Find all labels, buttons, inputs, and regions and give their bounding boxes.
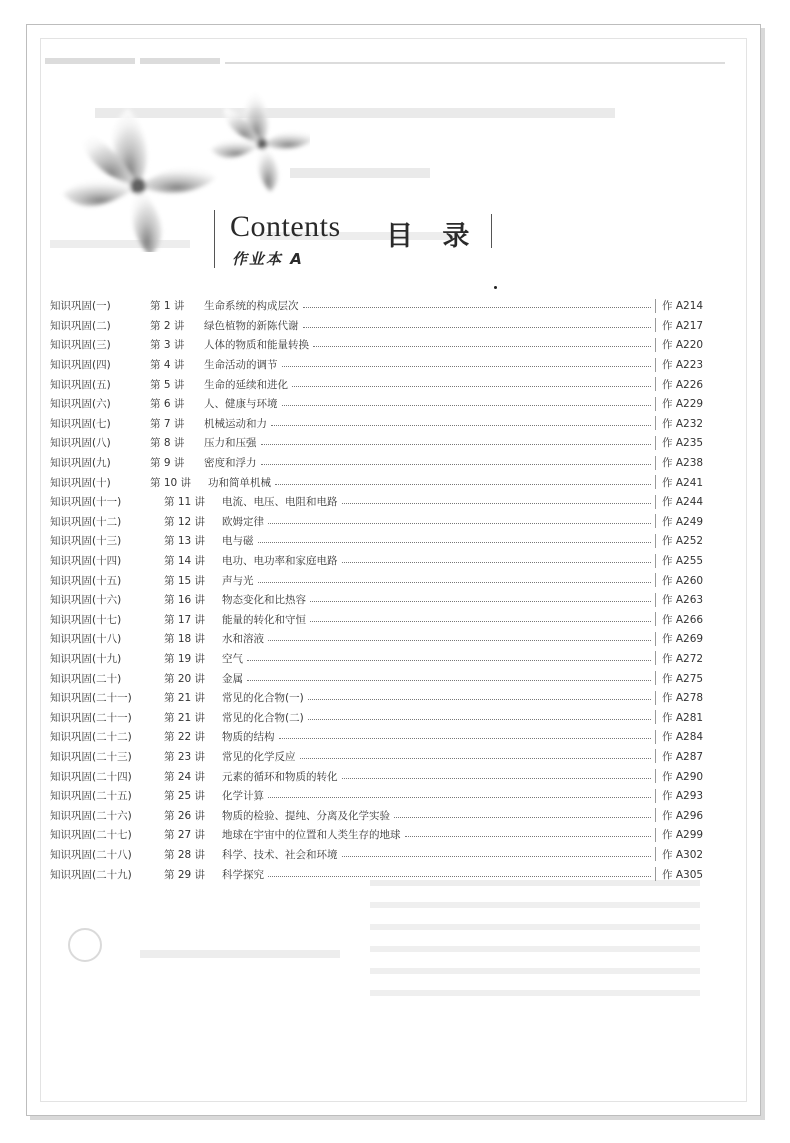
toc-lecture: 第 7 讲	[150, 417, 185, 430]
toc-section: 知识巩固(二十七)	[50, 829, 132, 842]
toc-lecture: 第 8 讲	[150, 437, 185, 450]
toc-lecture: 第 21 讲	[164, 692, 206, 705]
toc-section: 知识巩固(二十五)	[50, 790, 132, 803]
toc-dot-leader	[342, 778, 652, 779]
toc-page-number: 作 A287	[662, 750, 704, 763]
toc-separator	[655, 808, 656, 822]
toc-dot-leader	[308, 719, 651, 720]
toc-lecture: 第 5 讲	[150, 378, 185, 391]
toc-separator	[655, 671, 656, 685]
toc-dot-leader	[292, 386, 651, 387]
toc-topic: 生命的延续和进化	[204, 378, 288, 391]
toc-page-number: 作 A266	[662, 613, 704, 626]
toc-lecture: 第 26 讲	[164, 809, 206, 822]
toc-dot-leader	[394, 817, 651, 818]
toc-entry[interactable]	[50, 414, 710, 434]
toc-section: 知识巩固(二十)	[50, 672, 122, 685]
toc-section: 知识巩固(一)	[50, 300, 111, 313]
toc-dot-leader	[279, 738, 652, 739]
toc-separator	[655, 514, 656, 528]
toc-topic: 电流、电压、电阻和电路	[222, 496, 338, 509]
title-english: Contents	[230, 210, 341, 243]
toc-separator	[655, 730, 656, 744]
contents-heading	[214, 210, 504, 270]
toc-entry[interactable]	[50, 649, 710, 669]
toc-entry[interactable]	[50, 805, 710, 825]
toc-dot-leader	[282, 366, 652, 367]
toc-topic: 压力和压强	[204, 437, 257, 450]
toc-topic: 地球在宇宙中的位置和人类生存的地球	[222, 829, 401, 842]
toc-lecture: 第 14 讲	[164, 555, 206, 568]
toc-section: 知识巩固(十五)	[50, 574, 122, 587]
toc-lecture: 第 20 讲	[164, 672, 206, 685]
toc-topic: 科学、技术、社会和环境	[222, 848, 338, 861]
toc-separator	[655, 749, 656, 763]
toc-entry[interactable]	[50, 845, 710, 865]
toc-separator	[655, 495, 656, 509]
toc-topic: 常见的化合物(一)	[222, 692, 304, 705]
toc-separator	[655, 651, 656, 665]
toc-dot-leader	[310, 621, 651, 622]
toc-dot-leader	[261, 464, 652, 465]
toc-topic: 常见的化学反应	[222, 750, 296, 763]
toc-lecture: 第 18 讲	[164, 633, 206, 646]
toc-page-number: 作 A238	[662, 457, 704, 470]
toc-topic: 科学探究	[222, 868, 264, 881]
toc-topic: 机械运动和力	[204, 417, 267, 430]
toc-separator	[655, 436, 656, 450]
toc-topic: 物态变化和比热容	[222, 594, 306, 607]
toc-lecture: 第 15 讲	[164, 574, 206, 587]
toc-entry[interactable]	[50, 296, 710, 316]
toc-separator	[655, 867, 656, 881]
title-chinese: 目 录	[386, 221, 480, 252]
toc-page-number: 作 A244	[662, 496, 704, 509]
toc-entry[interactable]	[50, 453, 710, 473]
toc-topic: 常见的化合物(二)	[222, 711, 304, 724]
toc-topic: 物质的检验、提纯、分离及化学实验	[222, 809, 390, 822]
toc-lecture: 第 10 讲	[150, 476, 192, 489]
toc-dot-leader	[271, 425, 651, 426]
toc-page-number: 作 A223	[662, 359, 704, 372]
toc-topic: 绿色植物的新陈代谢	[204, 319, 299, 332]
toc-dot-leader	[275, 484, 651, 485]
toc-page-number: 作 A217	[662, 319, 704, 332]
toc-topic: 声与光	[222, 574, 254, 587]
toc-section: 知识巩固(十七)	[50, 613, 122, 626]
toc-page-number: 作 A278	[662, 692, 704, 705]
toc-dot-leader	[300, 758, 652, 759]
toc-page-number: 作 A281	[662, 711, 704, 724]
toc-entry[interactable]	[50, 688, 710, 708]
toc-dot-leader	[308, 699, 651, 700]
toc-section: 知识巩固(二十六)	[50, 809, 132, 822]
toc-lecture: 第 23 讲	[164, 750, 206, 763]
toc-section: 知识巩固(八)	[50, 437, 111, 450]
toc-page-number: 作 A232	[662, 417, 704, 430]
toc-section: 知识巩固(二十八)	[50, 848, 132, 861]
toc-entry[interactable]	[50, 316, 710, 336]
toc-dot-leader	[303, 327, 652, 328]
toc-section: 知识巩固(五)	[50, 378, 111, 391]
toc-dot-leader	[342, 503, 652, 504]
toc-lecture: 第 4 讲	[150, 359, 185, 372]
toc-page-number: 作 A302	[662, 848, 704, 861]
toc-entry[interactable]	[50, 825, 710, 845]
toc-entry[interactable]	[50, 492, 710, 512]
toc-dot-leader	[268, 640, 651, 641]
toc-page-number: 作 A226	[662, 378, 704, 391]
toc-separator	[655, 710, 656, 724]
toc-topic: 人体的物质和能量转换	[204, 339, 309, 352]
toc-entry[interactable]	[50, 707, 710, 727]
toc-separator	[655, 769, 656, 783]
toc-lecture: 第 21 讲	[164, 711, 206, 724]
toc-lecture: 第 22 讲	[164, 731, 206, 744]
toc-topic: 生命系统的构成层次	[204, 300, 299, 313]
toc-page-number: 作 A260	[662, 574, 704, 587]
toc-page-number: 作 A241	[662, 476, 704, 489]
toc-separator	[655, 338, 656, 352]
toc-dot-leader	[247, 660, 651, 661]
toc-section: 知识巩固(十六)	[50, 594, 122, 607]
toc-page-number: 作 A299	[662, 829, 704, 842]
toc-section: 知识巩固(二十四)	[50, 770, 132, 783]
toc-separator	[655, 593, 656, 607]
toc-entry[interactable]	[50, 747, 710, 767]
toc-lecture: 第 2 讲	[150, 319, 185, 332]
toc-separator	[655, 299, 656, 313]
toc-topic: 物质的结构	[222, 731, 275, 744]
toc-page-number: 作 A305	[662, 868, 704, 881]
toc-page-number: 作 A272	[662, 652, 704, 665]
title-right-rule	[491, 214, 492, 248]
toc-topic: 能量的转化和守恒	[222, 613, 306, 626]
toc-topic: 化学计算	[222, 790, 264, 803]
toc-entry[interactable]	[50, 727, 710, 747]
toc-section: 知识巩固(二十九)	[50, 868, 132, 881]
toc-section: 知识巩固(九)	[50, 457, 111, 470]
toc-separator	[655, 416, 656, 430]
toc-lecture: 第 11 讲	[164, 496, 206, 509]
toc-lecture: 第 25 讲	[164, 790, 206, 803]
toc-entry[interactable]	[50, 512, 710, 532]
toc-page-number: 作 A229	[662, 398, 704, 411]
toc-entry[interactable]	[50, 570, 710, 590]
toc-page-number: 作 A269	[662, 633, 704, 646]
title-subtitle: 作业本 A	[232, 250, 304, 268]
toc-section: 知识巩固(二十一)	[50, 692, 132, 705]
toc-topic: 电与磁	[222, 535, 254, 548]
toc-page-number: 作 A275	[662, 672, 704, 685]
toc-lecture: 第 1 讲	[150, 300, 185, 313]
toc-lecture: 第 27 讲	[164, 829, 206, 842]
toc-section: 知识巩固(四)	[50, 359, 111, 372]
toc-dot-leader	[342, 562, 652, 563]
toc-entry[interactable]	[50, 668, 710, 688]
toc-lecture: 第 16 讲	[164, 594, 206, 607]
toc-topic: 人、健康与环境	[204, 398, 278, 411]
toc-section: 知识巩固(十八)	[50, 633, 122, 646]
toc-section: 知识巩固(七)	[50, 417, 111, 430]
toc-section: 知识巩固(二十三)	[50, 750, 132, 763]
toc-section: 知识巩固(十九)	[50, 652, 122, 665]
toc-dot-leader	[342, 856, 652, 857]
toc-separator	[655, 847, 656, 861]
toc-section: 知识巩固(三)	[50, 339, 111, 352]
toc-lecture: 第 9 讲	[150, 457, 185, 470]
toc-entry[interactable]	[50, 786, 710, 806]
toc-dot-leader	[282, 405, 652, 406]
toc-page-number: 作 A263	[662, 594, 704, 607]
toc-separator	[655, 456, 656, 470]
toc-page-number: 作 A290	[662, 770, 704, 783]
toc-dot-leader	[268, 876, 651, 877]
toc-section: 知识巩固(十四)	[50, 555, 122, 568]
toc-separator	[655, 554, 656, 568]
toc-dot-leader	[310, 601, 651, 602]
toc-topic: 金属	[222, 672, 243, 685]
toc-entry[interactable]	[50, 864, 710, 884]
toc-lecture: 第 6 讲	[150, 398, 185, 411]
toc-dot-leader	[313, 346, 651, 347]
toc-entry[interactable]	[50, 433, 710, 453]
toc-lecture: 第 29 讲	[164, 868, 206, 881]
toc-entry[interactable]	[50, 590, 710, 610]
toc-separator	[655, 828, 656, 842]
toc-entry[interactable]	[50, 531, 710, 551]
toc-topic: 水和溶液	[222, 633, 264, 646]
toc-dot-leader	[268, 523, 651, 524]
toc-topic: 生命活动的调节	[204, 359, 278, 372]
toc-separator	[655, 377, 656, 391]
toc-lecture: 第 13 讲	[164, 535, 206, 548]
toc-dot-leader	[268, 797, 651, 798]
toc-page-number: 作 A296	[662, 809, 704, 822]
toc-topic: 电功、电功率和家庭电路	[222, 555, 338, 568]
toc-entry[interactable]	[50, 355, 710, 375]
toc-lecture: 第 3 讲	[150, 339, 185, 352]
toc-entry[interactable]	[50, 551, 710, 571]
toc-topic: 空气	[222, 652, 243, 665]
toc-lecture: 第 12 讲	[164, 515, 206, 528]
toc-page-number: 作 A284	[662, 731, 704, 744]
toc-section: 知识巩固(十二)	[50, 515, 122, 528]
toc-section: 知识巩固(十)	[50, 476, 111, 489]
toc-topic: 密度和浮力	[204, 457, 257, 470]
toc-dot-leader	[405, 836, 652, 837]
toc-separator	[655, 691, 656, 705]
toc-entry[interactable]	[50, 610, 710, 630]
toc-page-number: 作 A293	[662, 790, 704, 803]
toc-page-number: 作 A214	[662, 300, 704, 313]
toc-section: 知识巩固(六)	[50, 398, 111, 411]
toc-dot-leader	[258, 582, 652, 583]
toc-section: 知识巩固(二十一)	[50, 711, 132, 724]
toc-dot-leader	[258, 542, 652, 543]
dot-mark	[494, 286, 497, 289]
toc-lecture: 第 19 讲	[164, 652, 206, 665]
toc-separator	[655, 397, 656, 411]
toc-separator	[655, 789, 656, 803]
toc-page-number: 作 A255	[662, 555, 704, 568]
toc-section: 知识巩固(二十二)	[50, 731, 132, 744]
title-left-rule	[214, 210, 215, 268]
toc-topic: 元素的循环和物质的转化	[222, 770, 338, 783]
toc-separator	[655, 318, 656, 332]
toc-separator	[655, 573, 656, 587]
toc-lecture: 第 17 讲	[164, 613, 206, 626]
toc-entry[interactable]	[50, 394, 710, 414]
toc-page-number: 作 A220	[662, 339, 704, 352]
table-of-contents	[50, 296, 710, 884]
toc-page-number: 作 A252	[662, 535, 704, 548]
toc-entry[interactable]	[50, 766, 710, 786]
toc-entry[interactable]	[50, 472, 710, 492]
toc-topic: 功和简单机械	[208, 476, 271, 489]
toc-dot-leader	[303, 307, 652, 308]
toc-entry[interactable]	[50, 374, 710, 394]
toc-section: 知识巩固(十一)	[50, 496, 122, 509]
toc-lecture: 第 28 讲	[164, 848, 206, 861]
toc-dot-leader	[247, 680, 651, 681]
toc-separator	[655, 612, 656, 626]
toc-separator	[655, 534, 656, 548]
toc-page-number: 作 A235	[662, 437, 704, 450]
toc-separator	[655, 475, 656, 489]
toc-lecture: 第 24 讲	[164, 770, 206, 783]
toc-topic: 欧姆定律	[222, 515, 264, 528]
toc-section: 知识巩固(二)	[50, 319, 111, 332]
toc-section: 知识巩固(十三)	[50, 535, 122, 548]
toc-separator	[655, 358, 656, 372]
toc-dot-leader	[261, 444, 652, 445]
toc-page-number: 作 A249	[662, 515, 704, 528]
toc-entry[interactable]	[50, 629, 710, 649]
toc-entry[interactable]	[50, 335, 710, 355]
toc-separator	[655, 632, 656, 646]
